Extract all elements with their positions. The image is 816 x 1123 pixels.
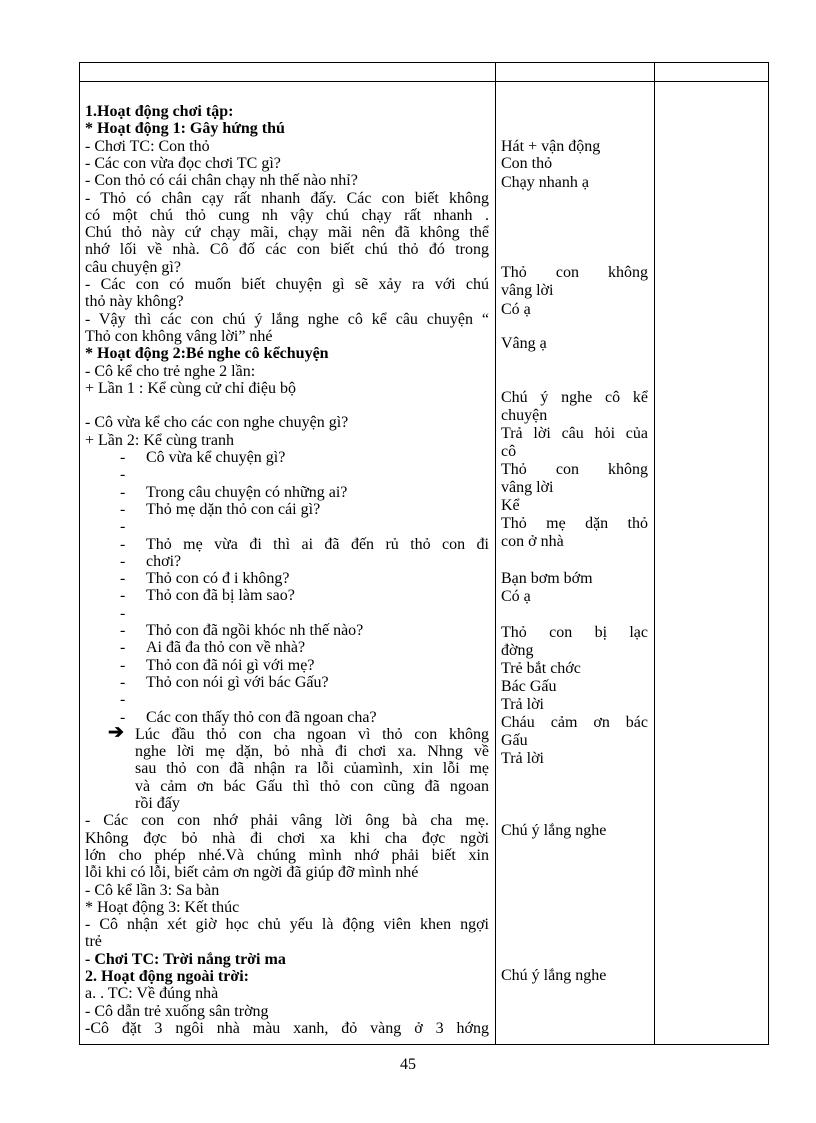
teacher-text-line: - Vậy thì các con chú ý lắng nghe cô kể câu chuyện “ [85,310,489,328]
question-item: Cô vừa kể chuyện gì? [146,449,286,466]
bullet-dash: - [120,708,126,726]
children-activity-column [496,82,654,1044]
bullet-dash: - [120,622,126,639]
teacher-text-line: - Các con vừa đọc chơi TC gì? [85,154,281,172]
child-response-line: vâng lời [501,479,554,496]
bullet-dash: - [120,500,126,518]
child-response-line: cô [501,443,517,460]
teacher-text-line: - Cô kể cho trẻ nghe 2 lần: [85,362,256,380]
teacher-text-line: 2. Hoạt động ngoài trời: [85,968,249,985]
teacher-text-line: - Chơi TC: Trời nắng trời ma [85,950,286,968]
lesson-table [79,62,769,1045]
bullet-dash: - [120,656,126,674]
child-response-line: Gấu [501,732,528,749]
question-item: Trong câu chuyện có những ai? [146,483,348,501]
child-response-line: đờng [501,642,534,659]
question-item: Thỏ mẹ vừa đi thì ai đã đến rủ thỏ con đi [146,535,489,553]
teacher-text-line: * Hoạt động 3: Kết thúc [85,898,240,916]
bullet-dash: - [120,449,126,466]
teacher-text-line: 1.Hoạt động chơi tập: [85,103,234,120]
child-response-line: Cháu cảm ơn bác [501,714,648,731]
question-item: Ai đã đa thỏ con về nhà? [146,639,306,657]
teacher-text-line: Không đợc bỏ nhà đi chơi xa khi cha đợc ngời [85,829,489,847]
children-activity-cell [496,82,655,1045]
bullet-dash: - [120,691,126,709]
question-item: Thỏ con đã nói gì với mẹ? [146,656,315,674]
child-response-line: Trả lời câu hỏi của [501,425,648,442]
teacher-text-line: - Thỏ có chân cạy rất nhanh đấy. Các con biết không [85,189,489,207]
conclusion-line: nghe lời mẹ dặn, bỏ nhà đi chơi xa. Nhng về [135,743,489,761]
teacher-text-line: - Cô dẫn trẻ xuống sân trờng [85,1002,269,1020]
child-response-line: Bác Gấu [501,678,557,695]
child-response-line: Có ạ [501,301,531,318]
teacher-text-line: * Hoạt động 2:Bé nghe cô kểchuyện [85,345,329,363]
conclusion-line: và cảm ơn bác Gấu thì thỏ con cũng đã ngoan [135,777,489,795]
teacher-text-line: nhớ lối về nhà. Cô đố các con biết chú thỏ đó trong [85,241,489,259]
teacher-text-line: - Cô kể lần 3: Sa bàn [85,881,220,899]
child-response-line: Con thỏ [501,155,553,172]
bullet-dash: - [120,639,126,657]
question-item: Thỏ con nói gì với bác Gấu? [146,673,329,691]
child-response-line: Kể [501,497,520,514]
page-number: 45 [400,1056,416,1073]
question-item: Thỏ con đã bị làm sao? [146,587,295,605]
bullet-dash: - [120,673,126,691]
header-cell-activities [80,63,496,82]
child-response-line: Bạn bơm bớm [501,570,593,587]
question-item: Thỏ con đã ngồi khóc nh thế nào? [146,622,364,639]
teacher-text-line: - Cô vừa kể cho các con nghe chuyện gì? [85,414,349,432]
conclusion-line: sau thỏ con đã nhận ra lỗi củamình, xin lỗi mẹ [135,760,489,778]
child-response-line: con ở nhà [501,533,564,550]
bullet-dash: - [120,535,126,553]
child-response-line: Trả lời [501,750,544,767]
teacher-text-line: lỗi khi có lỗi, biết cảm ơn ngời đã giúp đỡ mình nhé [85,864,419,882]
question-item: Thỏ con có đ i không? [146,570,290,588]
notes-cell [655,82,769,1045]
bullet-dash: - [120,466,126,484]
bullet-dash: - [120,587,126,605]
teacher-text-line: * Hoạt động 1: Gây hứng thú [85,120,285,138]
teacher-text-line: a. . TC: Về đúng nhà [85,985,219,1003]
child-response-line: Thỏ con bị lạc [501,624,648,641]
teacher-text-line: - Các con con nhớ phải vâng lời ông bà cha mẹ. [85,812,489,830]
teacher-text-line: - Chơi TC: Con thỏ [85,137,210,155]
child-response-line: Thỏ con không [501,461,648,478]
bullet-dash: - [120,552,126,570]
content-row [80,82,769,1045]
conclusion-line: rồi đấy [135,795,180,812]
arrow-right-icon: ➔ [108,721,124,743]
teacher-text-line: - Các con có muốn biết chuyện gì sẽ xảy ra với chú [85,276,489,293]
child-response-line: Vâng ạ [501,335,547,352]
bullet-dash: - [120,604,126,622]
child-response-line: vâng lời [501,282,554,299]
teacher-text-line: - Cô nhận xét giờ học chủ yếu là động viên khen ngợi [85,916,489,934]
teacher-text-line: Thỏ con không vâng lời” nhé [85,327,273,345]
teacher-activity-column [80,82,495,1044]
header-cell-notes [655,63,769,82]
teacher-text-line: có một chú thỏ cung nh vậy chú chạy rất nhanh . [85,206,489,224]
header-cell-children [496,63,655,82]
teacher-text-line: + Lần 1 : Kể cùng cử chỉ điệu bộ [85,379,296,397]
bullet-dash: - [120,483,126,501]
teacher-text-line: thỏ này không? [85,293,184,311]
child-response-line: chuyện [501,407,548,424]
teacher-text-line: -Cô đặt 3 ngôi nhà màu xanh, đỏ vàng ở 3 hớng [85,1019,489,1037]
teacher-text-line: Chú thỏ này cứ chạy mãi, chạy mãi nên đã không thể [85,224,489,242]
question-item: chơi? [146,552,182,570]
child-response-line: Có ạ [501,588,531,605]
teacher-text-line: lớn cho phép nhé.Và chúng mình nhớ phải biết xin [85,846,489,864]
teacher-text-line: - Con thỏ có cái chân chạy nh thế nào nhỉ? [85,172,358,190]
teacher-text-line: câu chuyện gì? [85,258,181,276]
bullet-dash: - [120,570,126,588]
teacher-activity-cell [80,82,496,1045]
teacher-text-line: trẻ [85,933,102,951]
child-response-line: Chạy nhanh ạ [501,174,589,191]
teacher-text-line: + Lần 2: Kể cùng tranh [85,431,234,449]
child-response-line: Chú ý lắng nghe [501,967,607,984]
question-item: Các con thấy thỏ con đã ngoan cha? [146,708,377,726]
bullet-dash: - [120,518,126,536]
child-response-line: Chú ý lắng nghe [501,822,607,839]
child-response-line: Trẻ bắt chớc [501,660,581,677]
child-response-line: Chú ý nghe cô kể [501,389,648,406]
child-response-line: Hát + vận động [501,138,601,155]
child-response-line: Thỏ mẹ dặn thỏ [501,515,648,532]
conclusion-line: Lúc đầu thỏ con cha ngoan vì thỏ con không [135,725,489,743]
header-row [80,63,769,82]
question-item: Thỏ mẹ dặn thỏ con cái gì? [146,500,321,518]
child-response-line: Thỏ con không [501,264,648,281]
child-response-line: Trả lời [501,696,544,713]
